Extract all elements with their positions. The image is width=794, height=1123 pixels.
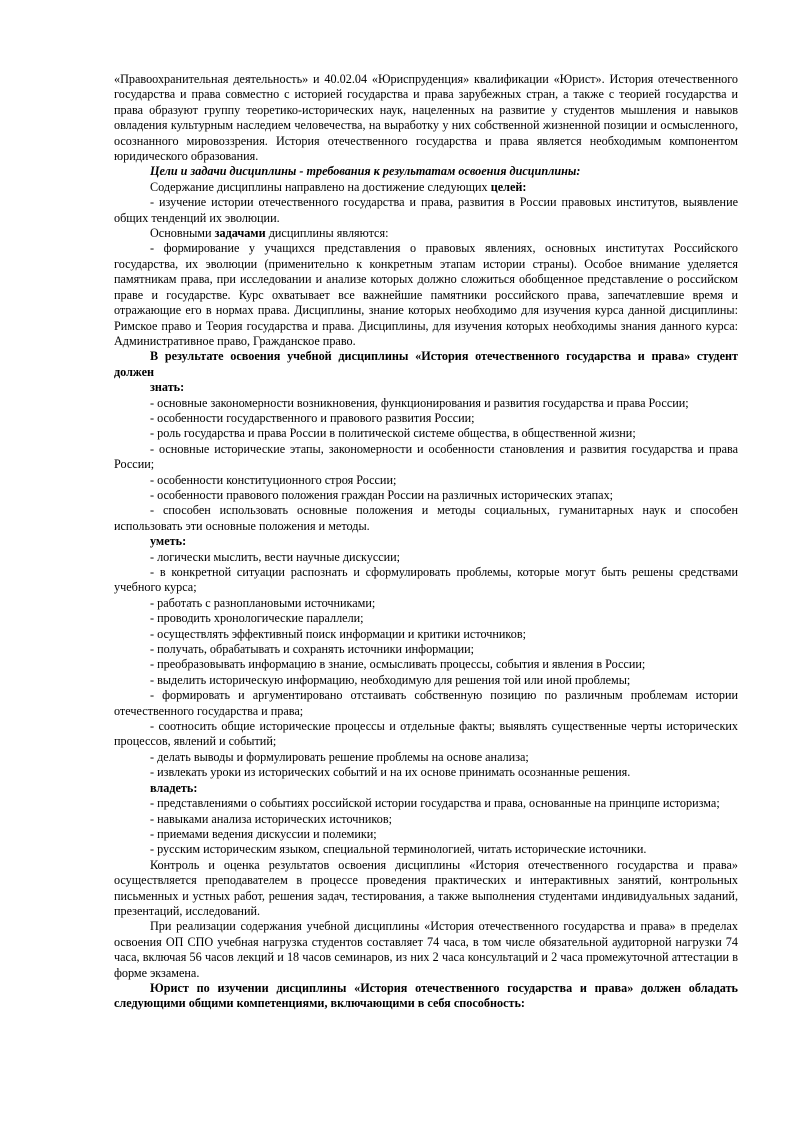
able-item: - осуществлять эффективный поиск информации и критики источников;	[150, 626, 526, 641]
goals-keyword: целей:	[490, 179, 527, 194]
know-item: - особенности правового положения граждан России на различных исторических этапах;	[150, 487, 614, 502]
task-item: - формирование у учащихся представления о правовых явлениях, основных институтах Российского государства, их эволюции (применительно к конкретным этапам истории страны). Особое внимание уделяется памятникам права, при исследовании и анализе которых должно сложиться обобщенное представление о российском праве и государстве. Курс охватывает все важнейшие памятники российского права, запечатлевшие время и отражающие его в нормах права. Дисциплины, знание которых необходимо для изучения курса данной дисциплины: Римское право и Теория государства и права. Дисциплины, для изучения которых необходимы знания данного курса: Административное право, Гражданское право.	[114, 241, 738, 348]
able-item: - в конкретной ситуации распознать и сформулировать проблемы, которые могут быть решены средствами учебного курса;	[114, 565, 738, 595]
possess-heading: владеть:	[150, 780, 198, 795]
know-item: - способен использовать основные положения и методы социальных, гуманитарных наук и способен использовать эти основные положения и методы.	[114, 503, 738, 533]
able-item: - выделить историческую информацию, необходимую для решения той или иной проблемы;	[150, 672, 631, 687]
able-item: - работать с разноплановыми источниками;	[150, 595, 376, 610]
results-heading: В результате освоения учебной дисциплины «История отечественного государства и права» студент должен	[114, 349, 738, 379]
able-item: - логически мыслить, вести научные дискуссии;	[150, 549, 401, 564]
goals-intro-text: Содержание дисциплины направлено на достижение следующих	[150, 179, 491, 194]
possess-item: - приемами ведения дискуссии и полемики;	[150, 826, 377, 841]
workload-paragraph: При реализации содержания учебной дисциплины «История отечественного государства и права» в пределах освоения ОП СПО учебная нагрузка студентов составляет 74 часа, в том числе обязательной аудиторной нагрузки 74 часа, включая 56 часов лекций и 18 часов семинаров, из них 2 часа консультаций и 2 часа промежуточной аттестации в форме экзамена.	[114, 919, 738, 980]
possess-item: - навыками анализа исторических источников;	[150, 811, 392, 826]
know-item: - особенности конституционного строя России;	[150, 472, 397, 487]
document-page	[114, 72, 738, 1012]
able-item: - проводить хронологические параллели;	[150, 611, 364, 626]
assessment-paragraph: Контроль и оценка результатов освоения дисциплины «История отечественного государства и права» осуществляется преподавателем в процессе проведения практических и интерактивных занятий, контрольных письменных и устных работ, решения задач, тестирования, а также выполнения студентами индивидуальных заданий, презентаций, исследований.	[114, 857, 738, 918]
goals-intro	[114, 180, 738, 195]
goals-heading: Цели и задачи дисциплины - требования к результатам освоения дисциплины:	[150, 164, 581, 179]
know-heading: знать:	[150, 380, 185, 395]
tasks-intro-start: Основными	[150, 226, 215, 241]
able-item: - делать выводы и формулировать решение проблемы на основе анализа;	[150, 749, 529, 764]
possess-item: - русским историческим языком, специальной терминологией, читать исторические источники.	[150, 842, 647, 857]
goal-item: - изучение истории отечественного государства и права, развития в России правовых институтов, выявление общих тенденций их эволюции.	[114, 195, 738, 225]
able-item: - соотносить общие исторические процессы и отдельные факты; выявлять существенные черты исторических процессов, явлений и событий;	[114, 719, 738, 749]
able-item: - формировать и аргументировано отстаивать собственную позицию по различным проблемам истории отечественного государства и права;	[114, 688, 738, 718]
know-item: - роль государства и права России в политической системе общества, в общественной жизни;	[150, 426, 636, 441]
tasks-keyword: задачами	[214, 226, 266, 241]
tasks-intro-end: дисциплины являются:	[265, 226, 389, 241]
possess-item: - представлениями о событиях российской истории государства и права, основанные на принципе историзма;	[150, 796, 720, 811]
competencies-heading: Юрист по изучении дисциплины «История отечественного государства и права» должен обладать следующими общими компетенциями, включающими в себя способность:	[114, 980, 738, 1011]
able-item: - получать, обрабатывать и сохранять источники информации;	[150, 642, 475, 657]
able-item: - извлекать уроки из исторических событий и на их основе принимать осознанные решения.	[150, 765, 631, 780]
know-item: - особенности государственного и правового развития России;	[150, 410, 475, 425]
tasks-intro	[114, 226, 738, 241]
know-item: - основные закономерности возникновения, функционирования и развития государства и права России;	[150, 395, 689, 410]
intro-paragraph: «Правоохранительная деятельность» и 40.02.04 «Юриспруденция» квалификации «Юрист». История отечественного государства и права совместно с историей государства и права зарубежных стран, а также с теорией государства и права образуют группу теоретико-исторических наук, нацеленных на развитие у студентов мышления и навыков овладения культурным наследием человечества, на выработку у них собственной жизненной позиции и осмысленного, осознанного мировоззрения. История отечественного государства и права является необходимым компонентом юридического образования.	[114, 72, 738, 164]
know-item: - основные исторические этапы, закономерности и особенности становления и развития государства и права России;	[114, 441, 738, 472]
able-item: - преобразовывать информацию в знание, осмысливать процессы, события и явления в России;	[150, 657, 646, 672]
able-heading: уметь:	[150, 534, 187, 549]
